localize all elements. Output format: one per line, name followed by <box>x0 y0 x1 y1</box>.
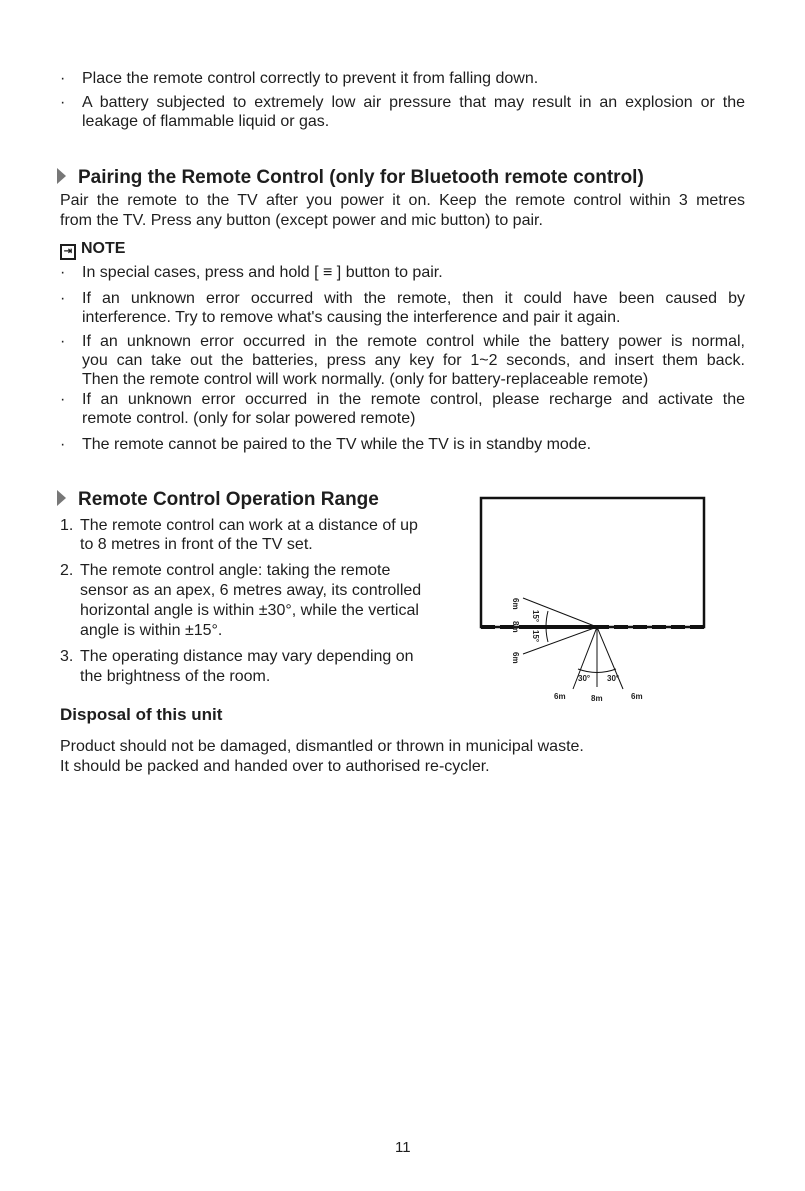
list-number: 2. <box>60 562 74 579</box>
label-v-angle2: 15° <box>531 630 540 643</box>
note-text: NOTE <box>81 240 126 257</box>
bullet: · <box>60 333 66 350</box>
note-text: Then the remote control will work normally. (only for battery-replaceable remote) <box>82 371 649 388</box>
range-text: horizontal angle is within ±30°, while the vertical <box>80 602 419 619</box>
label-v-bot: 6m <box>511 652 520 664</box>
range-heading <box>57 489 379 511</box>
bullet: · <box>60 391 66 408</box>
bullet: · <box>60 290 66 307</box>
disposal-heading: Disposal of this unit <box>60 705 223 724</box>
note-text: The remote cannot be paired to the TV while the TV is in standby mode. <box>82 436 592 453</box>
list-number: 3. <box>60 648 74 665</box>
range-text: The remote control angle: taking the remote <box>80 562 391 579</box>
label-h-right: 6m <box>631 692 643 701</box>
safety-text: Place the remote control correctly to prevent it from falling down. <box>82 70 539 87</box>
range-text: to 8 metres in front of the TV set. <box>80 536 313 553</box>
note-icon: ⇥ <box>60 244 76 260</box>
section-arrow-icon <box>57 490 66 506</box>
list-number: 1. <box>60 517 74 534</box>
label-v-top: 6m <box>511 598 520 610</box>
note-label <box>60 240 125 260</box>
heading-text: Pairing the Remote Control (only for Bluetooth remote control) <box>78 167 644 188</box>
pairing-intro: from the TV. Press any button (except power and mic button) to pair. <box>60 212 543 229</box>
note-text: If an unknown error occurred in the remote control, please recharge and activate the <box>82 391 745 408</box>
note-text: If an unknown error occurred with the remote, then it could have been caused by <box>82 290 745 307</box>
heading-text: Remote Control Operation Range <box>78 489 379 510</box>
range-text: The remote control can work at a distance of up <box>80 517 418 534</box>
note-text: In special cases, press and hold [ ≡ ] button to pair. <box>82 264 443 281</box>
operation-range-diagram <box>470 490 720 710</box>
note-text: remote control. (only for solar powered remote) <box>82 410 416 427</box>
page-number: 11 <box>395 1139 411 1156</box>
safety-text: leakage of flammable liquid or gas. <box>82 113 330 130</box>
label-h-left: 6m <box>554 692 566 701</box>
pairing-intro: Pair the remote to the TV after you power it on. Keep the remote control within 3 metres <box>60 192 745 209</box>
label-v-mid: 8m <box>511 621 520 633</box>
bullet: · <box>60 94 66 111</box>
label-h-angle2: 30° <box>607 674 620 683</box>
range-text: the brightness of the room. <box>80 668 271 685</box>
label-v-angle1: 15° <box>531 610 540 623</box>
range-text: angle is within ±15°. <box>80 622 223 639</box>
bullet: · <box>60 70 66 87</box>
range-text: The operating distance may vary depending on <box>80 648 414 665</box>
bullet: · <box>60 436 66 453</box>
disposal-text: It should be packed and handed over to authorised re-cycler. <box>60 758 490 775</box>
note-text: If an unknown error occurred in the remote control while the battery power is normal, <box>82 333 745 350</box>
label-h-mid: 8m <box>591 694 603 703</box>
note-text: you can take out the batteries, press any key for 1~2 seconds, and insert them back. <box>82 352 745 369</box>
disposal-text: Product should not be damaged, dismantled or thrown in municipal waste. <box>60 738 584 755</box>
safety-text: A battery subjected to extremely low air pressure that may result in an explosion or the <box>82 94 745 111</box>
section-arrow-icon <box>57 168 66 184</box>
label-h-angle1: 30° <box>578 674 591 683</box>
note-text: interference. Try to remove what's causing the interference and pair it again. <box>82 309 621 326</box>
bullet: · <box>60 264 66 281</box>
pairing-heading <box>57 167 644 189</box>
range-text: sensor as an apex, 6 metres away, its controlled <box>80 582 422 599</box>
